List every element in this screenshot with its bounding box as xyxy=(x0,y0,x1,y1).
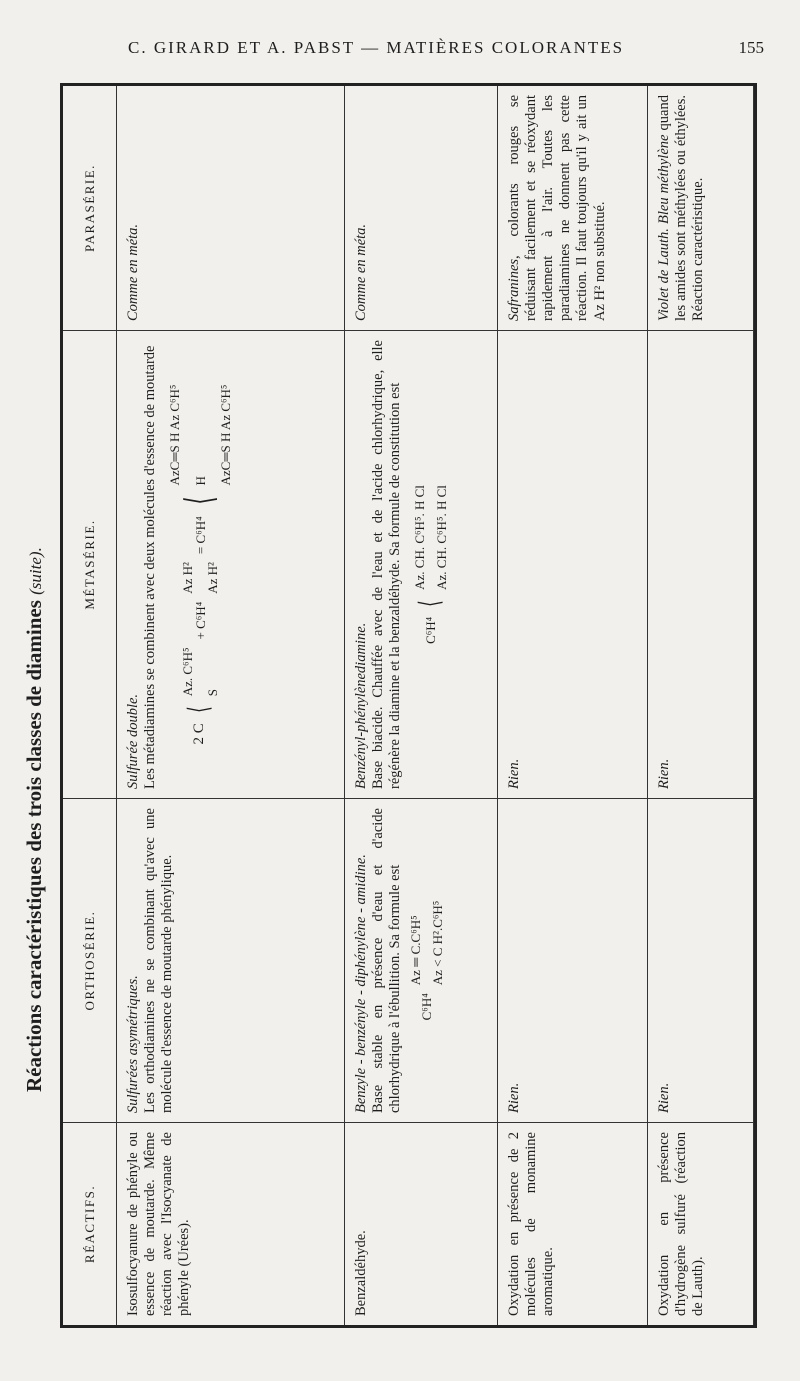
ortho-formula-top: Az ═ C.C⁶H⁵ xyxy=(408,915,424,986)
row-3-para-block xyxy=(506,95,609,321)
row-1-para-text: Comme en méta. xyxy=(125,223,141,321)
formula-branch xyxy=(180,647,221,696)
table-title xyxy=(22,312,50,1092)
row-4-meta xyxy=(648,330,754,798)
row-1-ortho xyxy=(117,798,345,1122)
row-3-meta xyxy=(498,330,648,798)
formula-product-branch xyxy=(167,385,233,486)
row-4-meta-text: Rien. xyxy=(656,758,672,789)
row-2-meta-title: Benzényl-phénylènediamine. xyxy=(353,622,369,789)
row-3-reactif xyxy=(498,1122,648,1325)
column-header-reactifs: RÉACTIFS. xyxy=(63,1122,117,1325)
row-2-meta xyxy=(345,330,498,798)
reaction-table xyxy=(60,83,757,1328)
formula-product-top: AzC═S H Az C⁶H⁵ xyxy=(167,384,183,486)
row-2-para-text: Comme en méta. xyxy=(353,223,369,321)
row-1-reactif-text: Isosulfocyanure de phényle ou essence de moutarde. Même réaction avec l'Isocyanate de phényle (Urées). xyxy=(125,1132,193,1316)
formula-plus: + C⁶H⁴ xyxy=(192,601,208,640)
formula-amine-branch xyxy=(180,562,221,594)
row-4-para-block xyxy=(656,95,707,321)
row-4-ortho-text: Rien. xyxy=(656,1082,672,1113)
row-1-meta-formula xyxy=(167,340,233,789)
formula-equals: = C⁶H⁴ xyxy=(192,516,208,555)
row-1-meta-title: Sulfurée double. xyxy=(125,693,141,789)
formula-branch-bottom: S xyxy=(205,689,221,697)
ortho-formula-bottom: Az < C H².C⁶H⁵ xyxy=(429,900,445,986)
formula-brace: ⟨ xyxy=(184,706,216,714)
row-2-ortho-text: Base stable en présence d'eau et d'acide chlorhydrique à l'ébullition. Sa formule est xyxy=(370,808,404,1113)
row-4-para xyxy=(648,86,754,330)
row-1-ortho-text: Les orthodiamines ne se combinant qu'avec une molécule d'essence de moutarde phénylique. xyxy=(142,808,176,1113)
row-2-meta-text: Base biacide. Chauffée avec de l'eau et de l'acide chlorhydrique, elle régénère la diamine et la benzaldéhyde. Sa formule de constitution est xyxy=(370,340,404,789)
row-1-meta xyxy=(117,330,345,798)
page-number: 155 xyxy=(738,38,764,57)
row-2-reactif-text: Benzaldéhyde. xyxy=(353,1230,369,1316)
meta-formula-branch xyxy=(412,485,449,590)
ortho-formula-prefix: C⁶H⁴ xyxy=(418,993,434,1021)
row-3-meta-text: Rien. xyxy=(506,758,522,789)
row-2-ortho-title: Benzyle - benzényle - diphénylène - amidine. xyxy=(353,854,369,1113)
row-2-meta-formula xyxy=(412,340,449,789)
column-header-paraserie: PARASÉRIE. xyxy=(63,86,117,330)
meta-formula-brace: ⟨ xyxy=(414,600,446,607)
row-1-ortho-title: Sulfurées asymétriques. xyxy=(125,975,141,1113)
meta-formula-prefix: C⁶H⁴ xyxy=(422,616,438,644)
row-2-ortho-formula xyxy=(408,808,445,1113)
row-3-ortho-text: Rien. xyxy=(506,1082,522,1113)
formula-amine-bottom: Az H² xyxy=(205,562,221,594)
formula-branch-top: Az. C⁶H⁵ xyxy=(179,647,195,697)
column-header-orthoserie: ORTHOSÉRIE. xyxy=(63,798,117,1122)
row-1-reactif xyxy=(117,1122,345,1325)
formula-amine-top: Az H² xyxy=(179,562,195,594)
table-title-main: Réactions caractéristiques des trois classes de diamines xyxy=(22,600,46,1092)
meta-formula-bottom: Az. CH. C⁶H⁵. H Cl xyxy=(433,485,449,590)
row-3-para xyxy=(498,86,648,330)
row-2-reactif xyxy=(345,1122,498,1325)
table-title-suite: (suite). xyxy=(26,547,45,595)
row-3-ortho xyxy=(498,798,648,1122)
formula-product-brace: ⟨ xyxy=(179,496,222,506)
running-title: C. GIRARD ET A. PABST — MATIÈRES COLORANTES xyxy=(128,38,625,57)
row-3-para-title: Safranines, xyxy=(506,255,522,321)
column-header-metaserie: MÉTASÉRIE. xyxy=(63,330,117,798)
row-3-para-text: colorants rouges se réduisant facilement et se réoxydant rapidement à l'air. Toutes les paradiamines ne donnent pas cette réaction. Il faut toujours qu'il y ait un Az H² non substitué. xyxy=(506,94,608,321)
running-head xyxy=(0,38,800,68)
ortho-formula-branch xyxy=(408,901,445,986)
row-4-ortho xyxy=(648,798,754,1122)
row-2-ortho xyxy=(345,798,498,1122)
formula-product-mid: H xyxy=(192,476,208,486)
row-4-reactif-text: Oxydation en présence d'hydrogène sulfuré (réaction de Lauth). xyxy=(656,1132,707,1316)
row-4-para-title: Violet de Lauth. Bleu méthylène xyxy=(656,134,672,321)
row-2-para xyxy=(345,86,498,330)
row-4-reactif xyxy=(648,1122,754,1325)
row-1-meta-text: Les métadiamines se combinent avec deux molécules d'essence de moutarde xyxy=(142,345,159,789)
formula-product-bottom: AzC═S H Az C⁶H⁵ xyxy=(217,384,233,486)
meta-formula-top: Az. CH. C⁶H⁵. H Cl xyxy=(412,485,428,590)
row-1-para xyxy=(117,86,345,330)
row-3-reactif-text: Oxydation en présence de 2 molécules de monamine aromatique. xyxy=(506,1132,557,1316)
row-4-para-text: quand les amides sont méthylées ou éthylées. Réaction caractéristique. xyxy=(656,95,707,321)
formula-coefficient: 2 C xyxy=(191,723,208,745)
reaction-table-grid xyxy=(63,86,754,1325)
